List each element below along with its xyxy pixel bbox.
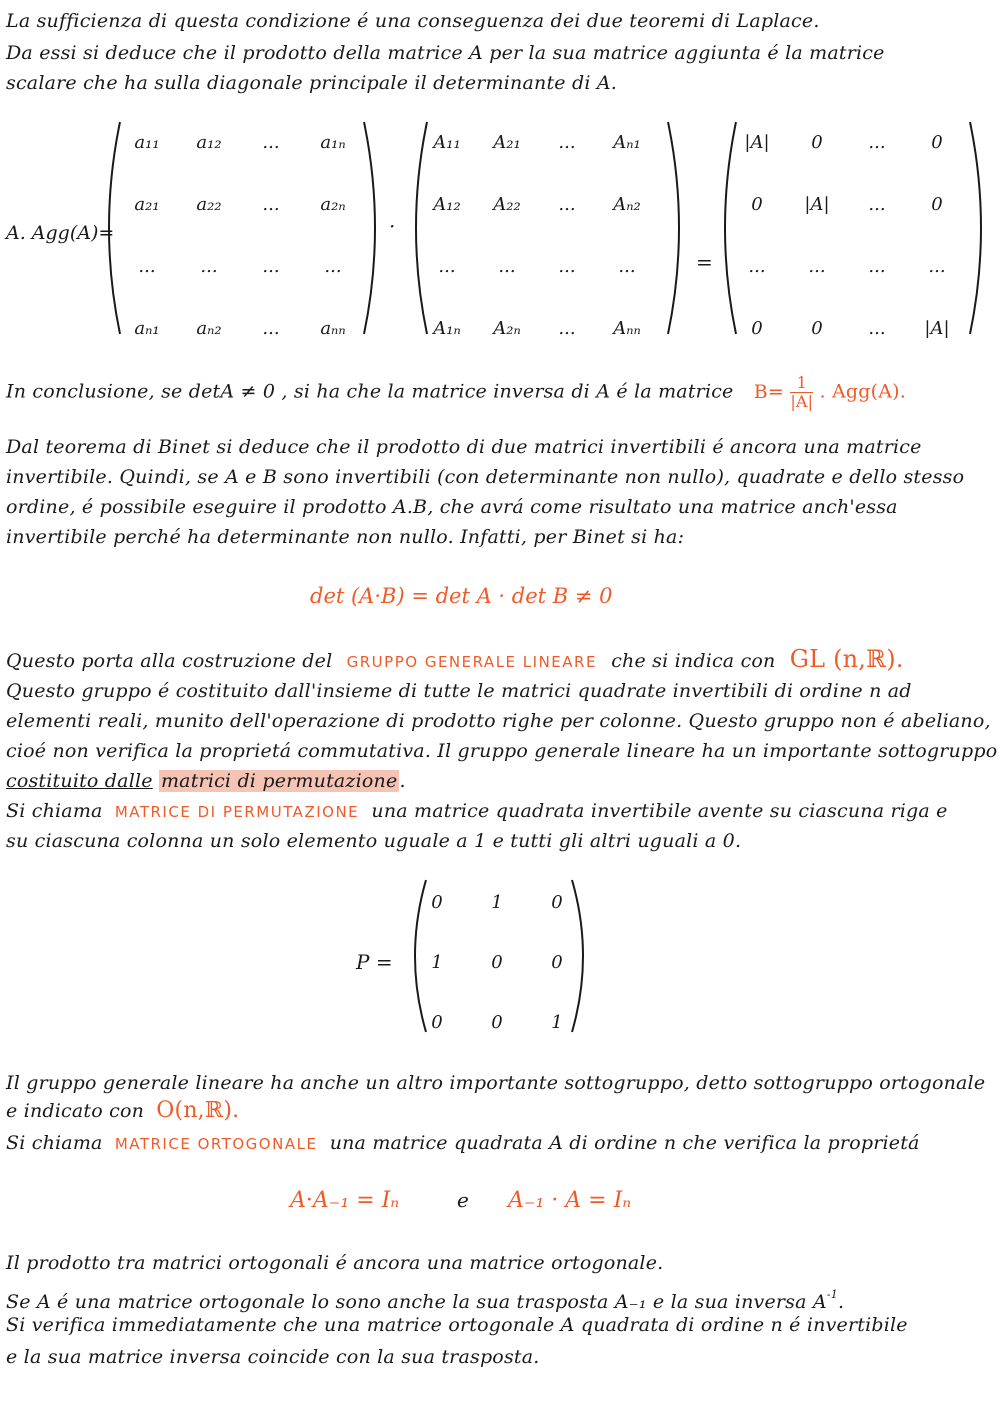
- inverse-formula-lhs: B=: [753, 380, 785, 403]
- matrix-result-cell: ...: [748, 256, 766, 277]
- orth-formula-right: A₋₁ · A = Iₙ: [508, 1188, 632, 1213]
- fraction-numerator: 1: [790, 374, 813, 393]
- binet-line-3: ordine, é possibile eseguire il prodotto A.B, che avrá come risultato una matrice anch'essa: [6, 496, 898, 518]
- matrix-a-cell: a₁ₙ: [320, 132, 346, 153]
- matrix-result-cell: ...: [928, 256, 946, 277]
- gl-line-5-start: costituito dalle: [6, 770, 153, 792]
- perm-right-paren: [566, 876, 596, 1036]
- matrix-result-cell: ...: [868, 132, 886, 153]
- equation-lhs: A. Agg(A)=: [6, 222, 115, 244]
- conclusion-line: [6, 374, 994, 411]
- perm-matrix-cell: 0: [551, 952, 563, 973]
- matrix-result-cell: 0: [751, 194, 763, 215]
- binet-line-2: invertibile. Quindi, se A e B sono invertibili (con determinante non nullo), quadrate e dello stesso: [6, 466, 965, 488]
- matrix-a-cell: aₙₙ: [320, 318, 346, 339]
- gl-line-7: su ciascuna colonna un solo elemento uguale a 1 e tutti gli altri uguali a 0.: [6, 830, 742, 852]
- closing-line-3: Si verifica immediatamente che una matrice ortogonale A quadrata di ordine n é invertibile: [6, 1314, 908, 1336]
- gl-term: GRUPPO GENERALE LINEARE: [346, 653, 597, 671]
- perm-matrix-cell: 0: [551, 892, 563, 913]
- matrix-adj-cell: Aₙₙ: [613, 318, 641, 339]
- closing-line-2-text: Se A é una matrice ortogonale lo sono anche la sua trasposta A₋₁ e la sua inversa A: [6, 1291, 827, 1313]
- gl-line-1: [6, 646, 994, 675]
- matrix-result-cell: |A|: [804, 194, 830, 215]
- matrix-a-cell: a₁₁: [134, 132, 160, 153]
- inverse-formula-fraction: [790, 374, 813, 411]
- gl-line-4: cioé non verifica la proprietá commutativa. Il gruppo generale lineare ha un importante sottogruppo: [6, 740, 998, 762]
- binet-formula: det (A·B) = det A · det B ≠ 0: [310, 584, 613, 608]
- orth-line-2-start: e indicato con: [6, 1100, 145, 1122]
- perm-matrix-cell: 1: [431, 952, 443, 973]
- matrix-adj-cell: ...: [558, 256, 576, 277]
- matrix-a-cell: ...: [262, 256, 280, 277]
- matrix-result-cell: ...: [868, 256, 886, 277]
- equation-dot: ·: [389, 214, 396, 238]
- matrix-result-cell: ...: [868, 194, 886, 215]
- perm-matrix-cell: 0: [431, 892, 443, 913]
- matrix-adj-cell: ...: [618, 256, 636, 277]
- matrix-a-cell: aₙ₂: [196, 318, 222, 339]
- orth-line-2: [6, 1098, 994, 1124]
- closing-line-4: e la sua matrice inversa coincide con la sua trasposta.: [6, 1346, 540, 1368]
- matrix-result-right-paren: [964, 118, 994, 338]
- matrix-adj-cell: ...: [438, 256, 456, 277]
- matrix-adj-cell: Aₙ₂: [613, 194, 641, 215]
- matrix-a-cell: a₂₁: [134, 194, 160, 215]
- perm-matrix-cell: 1: [551, 1012, 563, 1033]
- conclusion-text: In conclusione, se detA ≠ 0 , si ha che la matrice inversa di A é la matrice: [6, 380, 734, 403]
- matrix-a-cell: ...: [262, 318, 280, 339]
- matrix-result-cell: 0: [751, 318, 763, 339]
- matrix-result-cell: 0: [811, 132, 823, 153]
- gl-line-1-end: che si indica con: [611, 650, 776, 672]
- binet-line-4: invertibile perché ha determinante non nullo. Infatti, per Binet si ha:: [6, 526, 685, 548]
- orth-line-3-end: una matrice quadrata A di ordine n che verifica la proprietá: [329, 1132, 920, 1154]
- matrix-a-cell: ...: [138, 256, 156, 277]
- gl-line-5: [6, 768, 994, 794]
- intro-line-2: Da essi si deduce che il prodotto della matrice A per la sua matrice aggiunta é la matrice: [6, 42, 885, 64]
- permutation-highlight: matrici di permutazione: [160, 770, 398, 792]
- matrix-result-cell: ...: [868, 318, 886, 339]
- perm-matrix-cell: 0: [491, 952, 503, 973]
- orthogonal-group-symbol: O(n,ℝ).: [156, 1098, 240, 1123]
- matrix-adj-cell: A₂₁: [493, 132, 521, 153]
- matrix-a-cell: ...: [200, 256, 218, 277]
- gl-line-5-end: .: [399, 770, 406, 792]
- orth-formula-and: e: [457, 1188, 469, 1212]
- orth-line-3-start: Si chiama: [6, 1132, 103, 1154]
- perm-matrix-cell: 1: [491, 892, 503, 913]
- matrix-adj-cell: ...: [558, 194, 576, 215]
- gl-line-6-start: Si chiama: [6, 800, 103, 822]
- closing-line-2: [6, 1282, 994, 1315]
- matrix-a-cell: ...: [324, 256, 342, 277]
- matrix-a-cell: a₁₂: [196, 132, 222, 153]
- matrix-a-cell: a₂ₙ: [320, 194, 346, 215]
- closing-line-2-end: .: [837, 1291, 845, 1313]
- perm-matrix-cell: 0: [491, 1012, 503, 1033]
- orth-line-3: [6, 1130, 994, 1157]
- matrix-adj-cell: A₁₂: [433, 194, 461, 215]
- intro-line-3: scalare che ha sulla diagonale principale il determinante di A.: [6, 72, 617, 94]
- matrix-adj-cell: ...: [498, 256, 516, 277]
- matrix-result-cell: |A|: [924, 318, 950, 339]
- matrix-adj-cell: A₁ₙ: [433, 318, 461, 339]
- inverse-formula-rhs: . Agg(A).: [819, 380, 907, 403]
- intro-line-1: La sufficienza di questa condizione é una conseguenza dei due teoremi di Laplace.: [6, 10, 820, 32]
- matrix-adj-cell: A₁₁: [433, 132, 461, 153]
- matrix-a-cell: a₂₂: [196, 194, 222, 215]
- gl-line-2: Questo gruppo é costituito dall'insieme di tutte le matrici quadrate invertibili di ordine n ad: [6, 680, 912, 702]
- gl-line-6: [6, 798, 994, 825]
- matrix-adj-cell: ...: [558, 132, 576, 153]
- matrix-result-cell: 0: [811, 318, 823, 339]
- matrix-a-cell: ...: [262, 194, 280, 215]
- equation-equals: =: [696, 250, 713, 274]
- matrix-adj-cell: A₂₂: [493, 194, 521, 215]
- perm-label: P =: [356, 950, 393, 974]
- matrix-result-cell: |A|: [744, 132, 770, 153]
- gl-line-1-start: Questo porta alla costruzione del: [6, 650, 333, 672]
- binet-line-1: Dal teorema di Binet si deduce che il prodotto di due matrici invertibili é ancora una matrice: [6, 436, 922, 458]
- gl-line-6-end: una matrice quadrata invertibile avente su ciascuna riga e: [371, 800, 948, 822]
- matrix-adj-cell: Aₙ₁: [613, 132, 641, 153]
- gl-line-3: elementi reali, munito dell'operazione di prodotto righe per colonne. Questo gruppo non é abeliano,: [6, 710, 991, 732]
- orth-formula-left: A·A₋₁ = Iₙ: [290, 1188, 400, 1213]
- matrix-adj-right-paren: [662, 118, 692, 338]
- inverse-superscript: -1: [826, 1288, 838, 1301]
- matrix-adj-cell: A₂ₙ: [493, 318, 521, 339]
- matrix-a-right-paren: [358, 118, 388, 338]
- permutation-term: MATRICE DI PERMUTAZIONE: [114, 803, 360, 821]
- matrix-result-cell: 0: [931, 194, 943, 215]
- orth-line-1: Il gruppo generale lineare ha anche un altro importante sottogruppo, detto sottogruppo ortogonale: [6, 1072, 986, 1094]
- matrix-result-cell: 0: [931, 132, 943, 153]
- matrix-a-cell: aₙ₁: [134, 318, 160, 339]
- gl-symbol: GL (n,ℝ).: [789, 645, 904, 673]
- matrix-result-cell: ...: [808, 256, 826, 277]
- perm-matrix-cell: 0: [431, 1012, 443, 1033]
- matrix-a-cell: ...: [262, 132, 280, 153]
- fraction-denominator: |A|: [790, 392, 814, 411]
- matrix-adj-cell: ...: [558, 318, 576, 339]
- closing-line-1: Il prodotto tra matrici ortogonali é ancora una matrice ortogonale.: [6, 1252, 664, 1274]
- orthogonal-term: MATRICE ORTOGONALE: [114, 1135, 318, 1153]
